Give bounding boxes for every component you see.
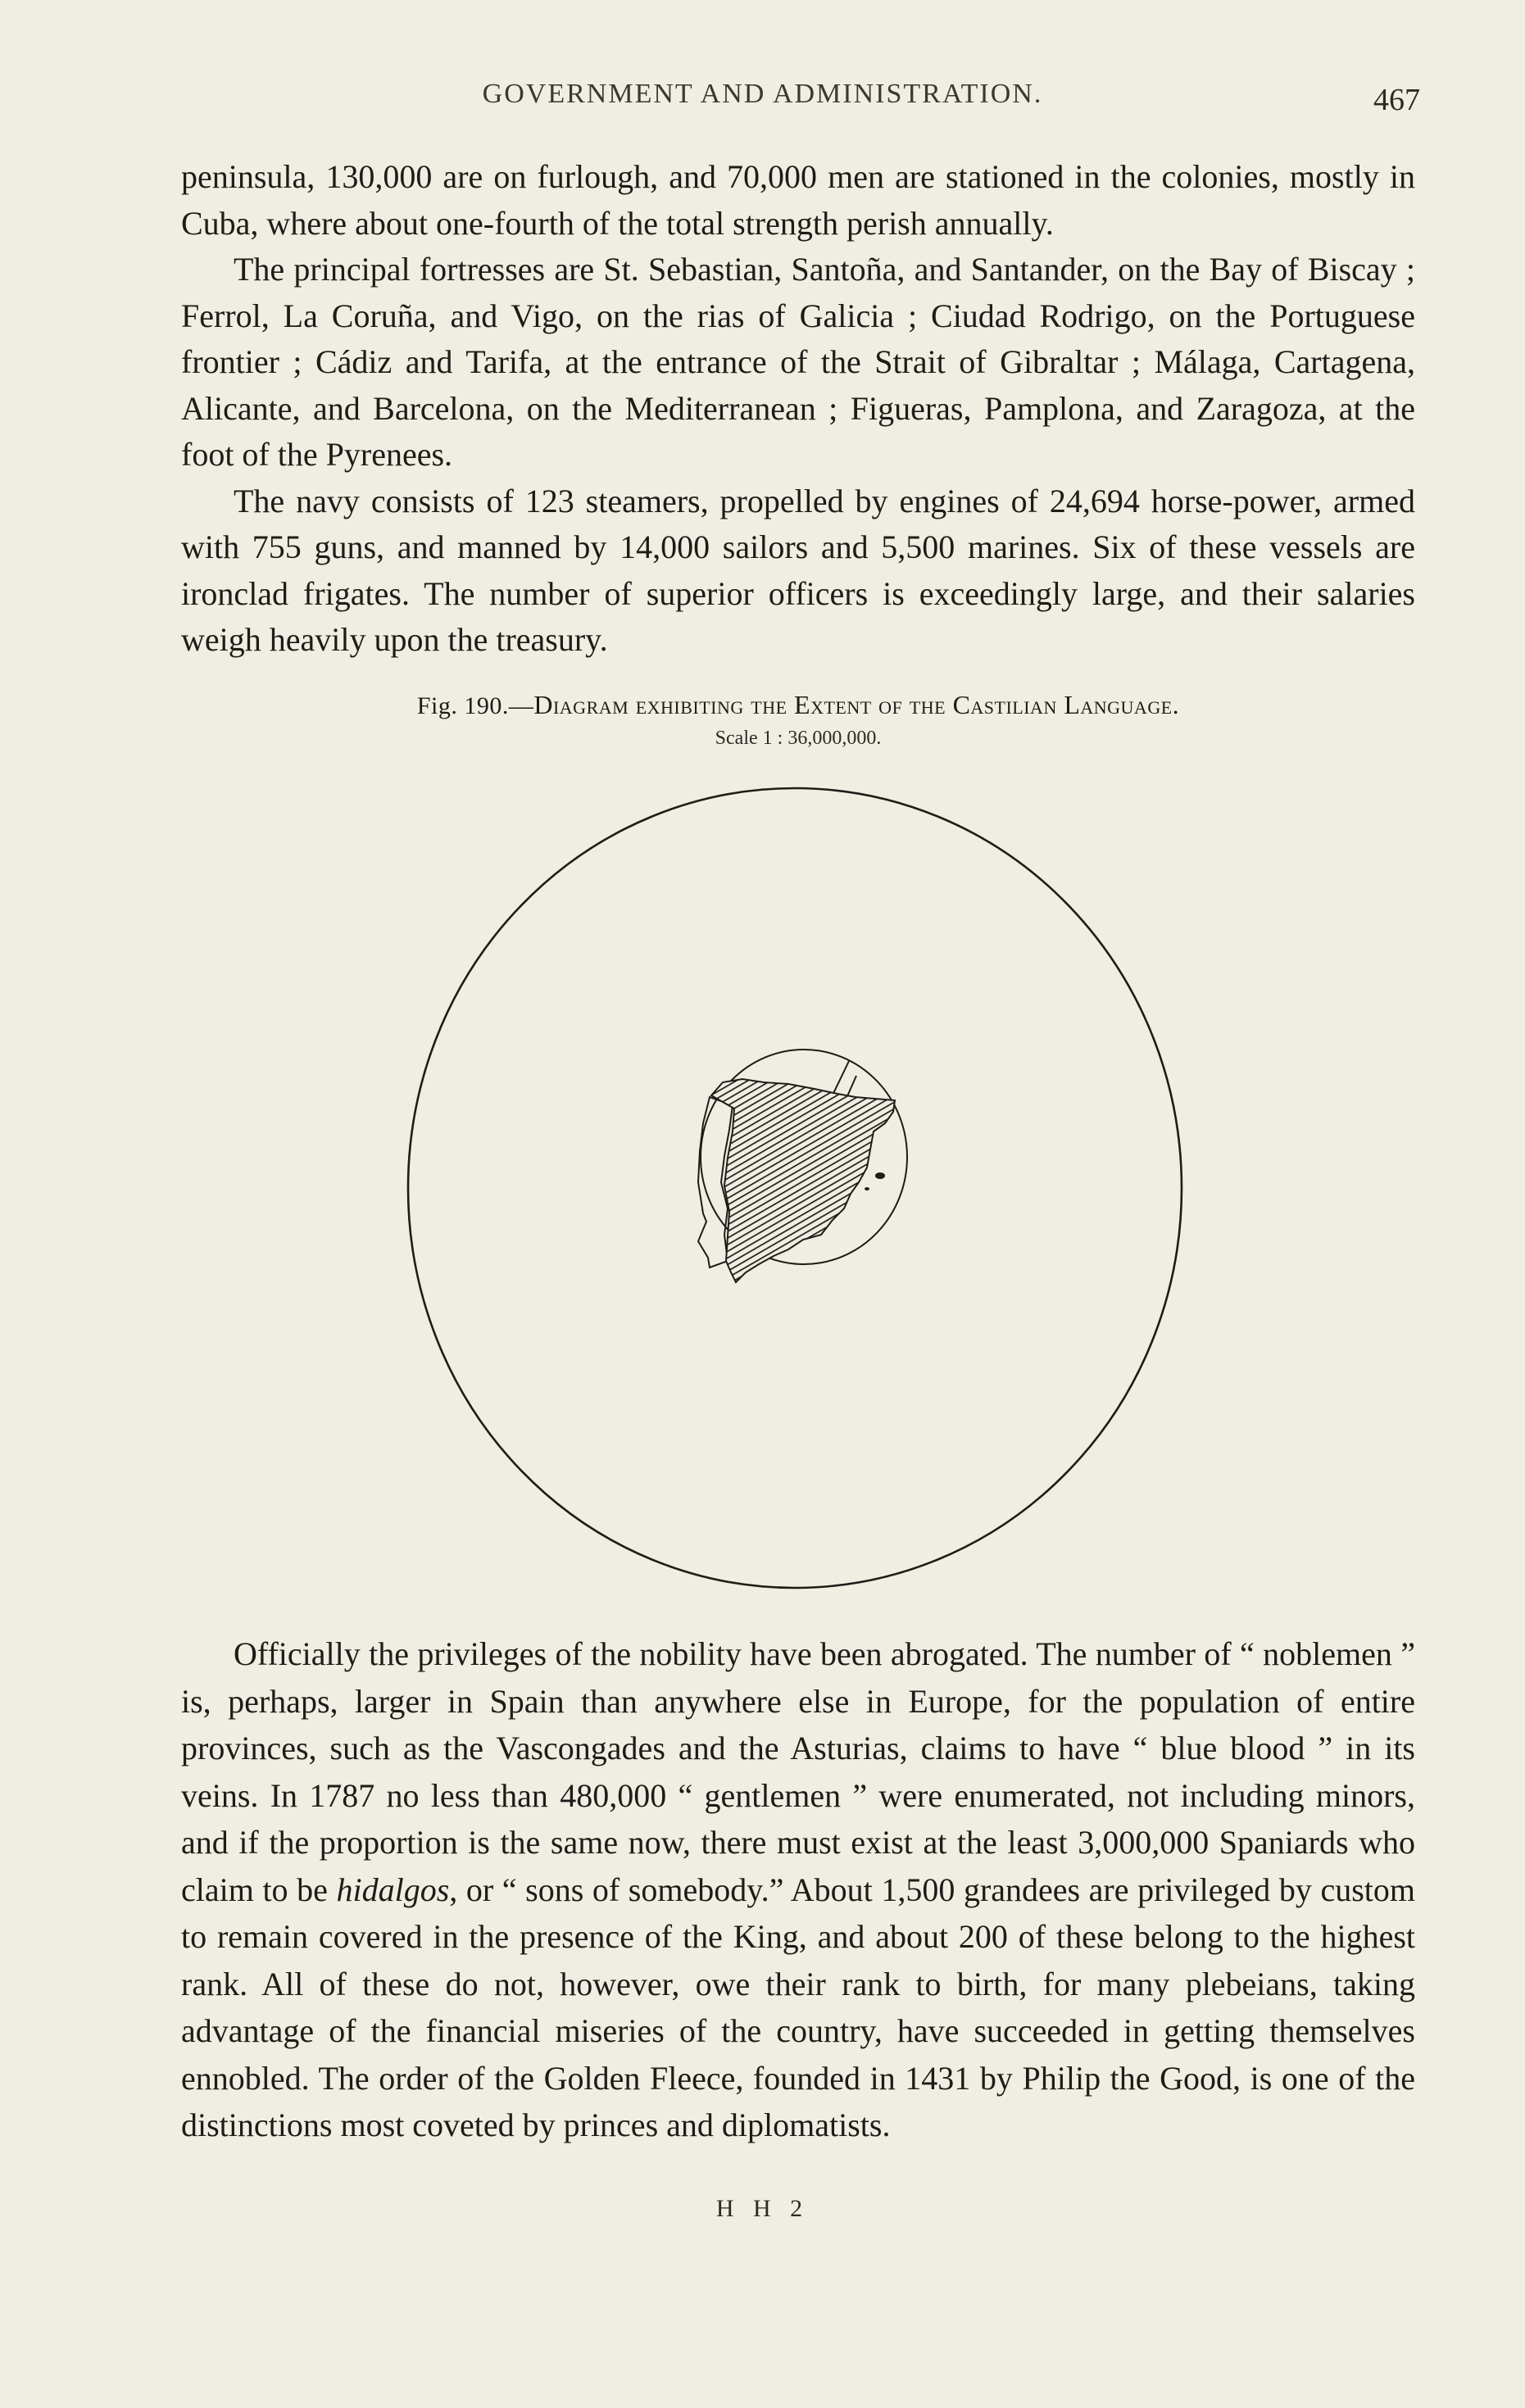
nobility-text-part-2: , or “ sons of somebody.” About 1,500 grandees are privileged by custom to remain covered in the presence of the King, and about 200 of these belong to the highest rank. All of these do not, however, owe their rank to birth, for many plebeians, taking advantage of the financial miseries of the country, have succeeded in getting themselves ennobled. The order of the Golden Fleece, founded in 1431 by Philip the Good, is one of the distinctions most coveted by princes and diplomatists. [181,1871,1415,2143]
body-text-bottom [181,1630,1415,2149]
spain-shape [711,1079,895,1282]
paragraph-army-continued: peninsula, 130,000 are on furlough, and 70,000 men are stationed in the colonies, mostly in Cuba, where about one-fourth of the total strength perish annually. [181,158,1415,242]
figure-caption [181,690,1415,720]
running-head [0,79,1525,120]
figure-scale: Scale 1 : 36,000,000. [715,728,882,749]
castilian-language-diagram [385,766,1205,1610]
signature-text: H H 2 [715,2195,810,2222]
running-title: GOVERNMENT AND ADMINISTRATION. [482,79,1043,109]
paragraph-navy: The navy consists of 123 steamers, propelled by engines of 24,694 horse-power, armed with 755 guns, and manned by 14,000 sailors and 5,500 marines. Six of these vessels are ironclad frigates. The number of superior officers is exceedingly large, and their salaries weigh heavily upon the treasury. [181,482,1415,658]
balearic-islands [875,1172,885,1179]
paragraph-nobility [181,1630,1415,2149]
page-number: 467 [1373,83,1420,117]
balearic-islands-small [865,1187,869,1190]
nobility-text-part-1: Officially the privileges of the nobility have been abrogated. The number of “ noblemen ” is, perhaps, larger in Spain than anywhere else in Europe, for the population of entire provinces, such as the Vascongades and the Asturias, claims to have “ blue blood ” in its veins. In 1787 no less than 480,000 “ gentlemen ” were enumerated, not including minors, and if the proportion is the same now, there must exist at the least 3,000,000 Spaniards who claim to be [181,1635,1415,1908]
body-text-top [181,154,1415,664]
figure-title: Diagram exhibiting the Extent of the Castilian Language. [533,690,1180,719]
printer-signature [0,2189,1525,2224]
figure-label: Fig. 190.— [416,692,534,719]
hidalgos-italic: hidalgos [336,1871,450,1908]
paragraph-fortresses: The principal fortresses are St. Sebastian, Santoña, and Santander, on the Bay of Biscay ; Ferrol, La Coruña, and Vigo, on the rias of Galicia ; Ciudad Rodrigo, on the Portuguese frontier ; Cádiz and Tarifa, at the entrance of the Strait of Gibraltar ; Málaga, Cartagena, Alicante, and Barcelona, on the Mediterranean ; Figueras, Pamplona, and Zaragoza, at the foot of the Pyrenees. [181,251,1415,473]
